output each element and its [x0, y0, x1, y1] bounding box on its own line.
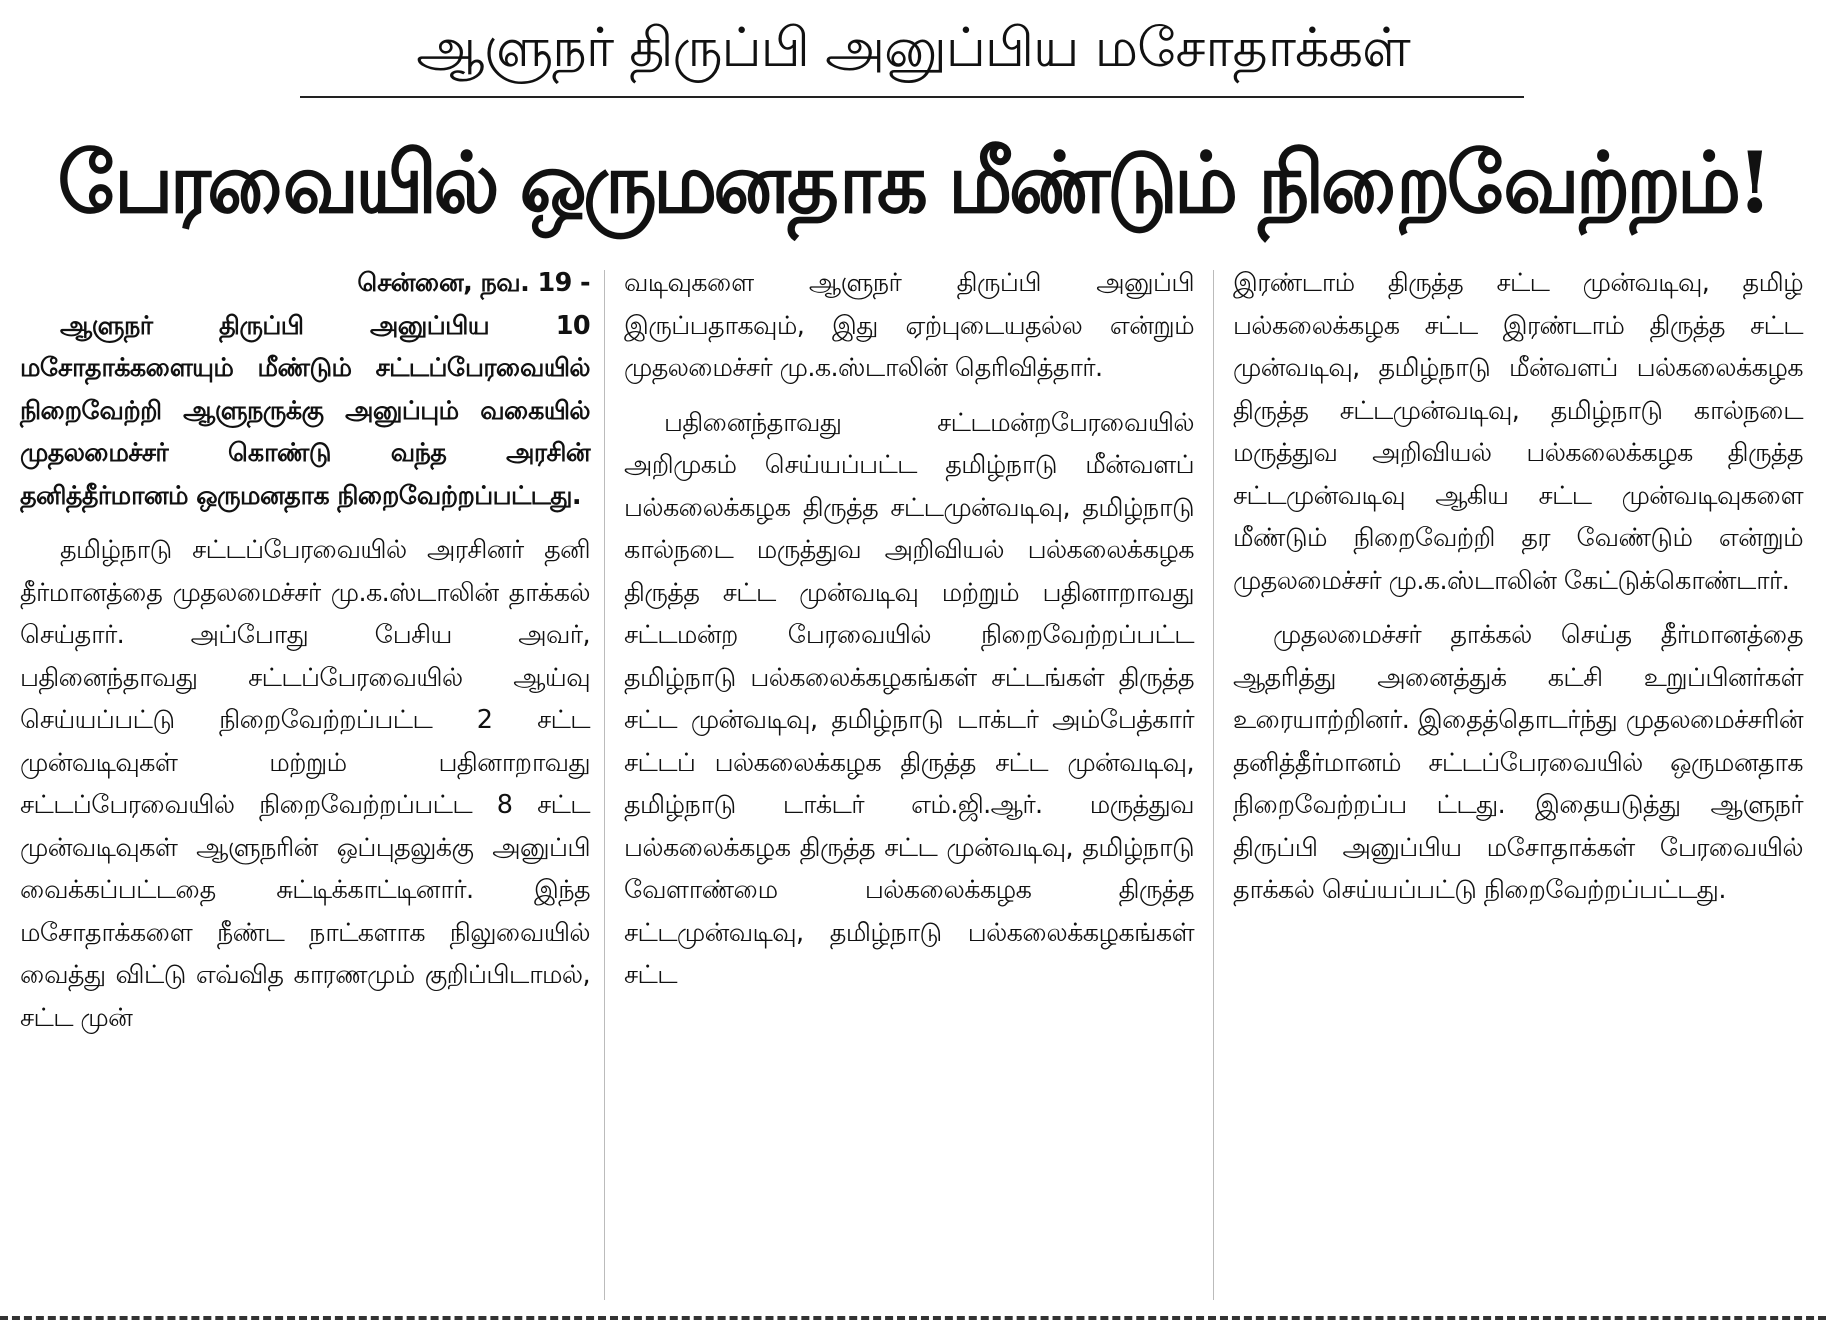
kicker-title: ஆளுநர் திருப்பி அனுப்பிய மசோதாக்கள்: [416, 16, 1410, 79]
column-divider: [1213, 270, 1214, 1300]
column-divider: [604, 270, 605, 1300]
body-paragraph: முதலமைச்சர் தாக்கல் செய்த தீர்மானத்தை ஆதரித்து அனைத்துக் கட்சி உறுப்பினர்கள் உரையாற்றினர். இதைத்தொடர்ந்து முதலமைச்சரின் தனித்தீர்மானம் சட்டப்பேரவையில் ஒருமனதாக நிறைவேற்றப்ப ட்டது. இதையடுத்து ஆளுநர் திருப்பி அனுப்பிய மசோதாக்கள் பேரவையில் தாக்கல் செய்யப்பட்டு நிறைவேற்றப்பட்டது.: [1233, 620, 1803, 905]
body-paragraph: தமிழ்நாடு சட்டப்பேரவையில் அரசினர் தனி தீர்மானத்தை முதலமைச்சர் மு.க.ஸ்டாலின் தாக்கல் செய்தார். அப்போது பேசிய அவர், பதினைந்தாவது சட்டப்பேரவையில் ஆய்வு செய்யப்பட்டு நிறைவேற்றப்பட்ட 2 சட்ட முன்வடிவுகள் மற்றும் பதினாறாவது சட்டப்பேரவையில் நிறைவேற்றப்பட்ட 8 சட்ட முன்வடிவுகள் ஆளுநரின் ஒப்புதலுக்கு அனுப்பி வைக்கப்பட்டதை சுட்டிக்காட்டினார். இந்த மசோதாக்களை நீண்ட நாட்களாக நிலுவையில் வைத்து விட்டு எவ்வித காரணமும் குறிப்பிடாமல், சட்ட முன்: [20, 535, 590, 1033]
kicker-divider: [300, 96, 1524, 98]
body-paragraph: பதினைந்தாவது சட்டமன்றபேரவையில் அறிமுகம் செய்யப்பட்ட தமிழ்நாடு மீன்வளப் பல்கலைக்கழக திருத்த சட்டமுன்வடிவு, தமிழ்நாடு கால்நடை மருத்துவ அறிவியல் பல்கலைக்கழக திருத்த சட்ட முன்வடிவு மற்றும் பதினாறாவது சட்டமன்ற பேரவையில் நிறைவேற்றப்பட்ட தமிழ்நாடு பல்கலைக்கழகங்கள் சட்டங்கள் திருத்த சட்ட முன்வடிவு, தமிழ்நாடு டாக்டர் அம்பேத்கார் சட்டப் பல்கலைக்கழக திருத்த சட்ட முன்வடிவு, தமிழ்நாடு டாக்டர் எம்.ஜி.ஆர். மருத்துவ பல்கலைக்கழக திருத்த சட்ட முன்வடிவு, தமிழ்நாடு வேளாண்மை பல்கலைக்கழக திருத்த சட்டமுன்வடிவு, தமிழ்நாடு பல்கலைக்கழகங்கள் சட்ட: [624, 407, 1194, 990]
article-column-3: [1233, 262, 1803, 912]
headline: பேரவையில் ஒருமனதாக மீண்டும் நிறைவேற்றம்!: [57, 133, 1769, 232]
article-column-1: [20, 262, 590, 1039]
body-paragraph: வடிவுகளை ஆளுநர் திருப்பி அனுப்பி இருப்பதாகவும், இது ஏற்புடையதல்ல என்றும் முதலமைச்சர் மு.க.ஸ்டாலின் தெரிவித்தார்.: [624, 268, 1194, 383]
bottom-dashed-divider: [0, 1316, 1826, 1320]
lead-paragraph: ஆளுநர் திருப்பி அனுப்பிய 10 மசோதாக்களையும் மீண்டும் சட்டப்பேரவையில் நிறைவேற்றி ஆளுநருக்கு அனுப்பும் வகையில் முதலமைச்சர் கொண்டு வந்த அரசின் தனித்தீர்மானம் ஒருமனதாக நிறைவேற்றப்பட்டது.: [20, 310, 590, 511]
dateline: சென்னை, நவ. 19 -: [357, 268, 590, 298]
article-column-2: [624, 262, 1194, 997]
body-paragraph: இரண்டாம் திருத்த சட்ட முன்வடிவு, தமிழ் பல்கலைக்கழக சட்ட இரண்டாம் திருத்த சட்ட முன்வடிவு, தமிழ்நாடு மீன்வளப் பல்கலைக்கழக திருத்த சட்டமுன்வடிவு, தமிழ்நாடு கால்நடை மருத்துவ அறிவியல் பல்கலைக்கழக திருத்த சட்டமுன்வடிவு ஆகிய சட்ட முன்வடிவுகளை மீண்டும் நிறைவேற்றி தர வேண்டும் என்றும் முதலமைச்சர் மு.க.ஸ்டாலின் கேட்டுக்கொண்டார்.: [1233, 268, 1803, 596]
